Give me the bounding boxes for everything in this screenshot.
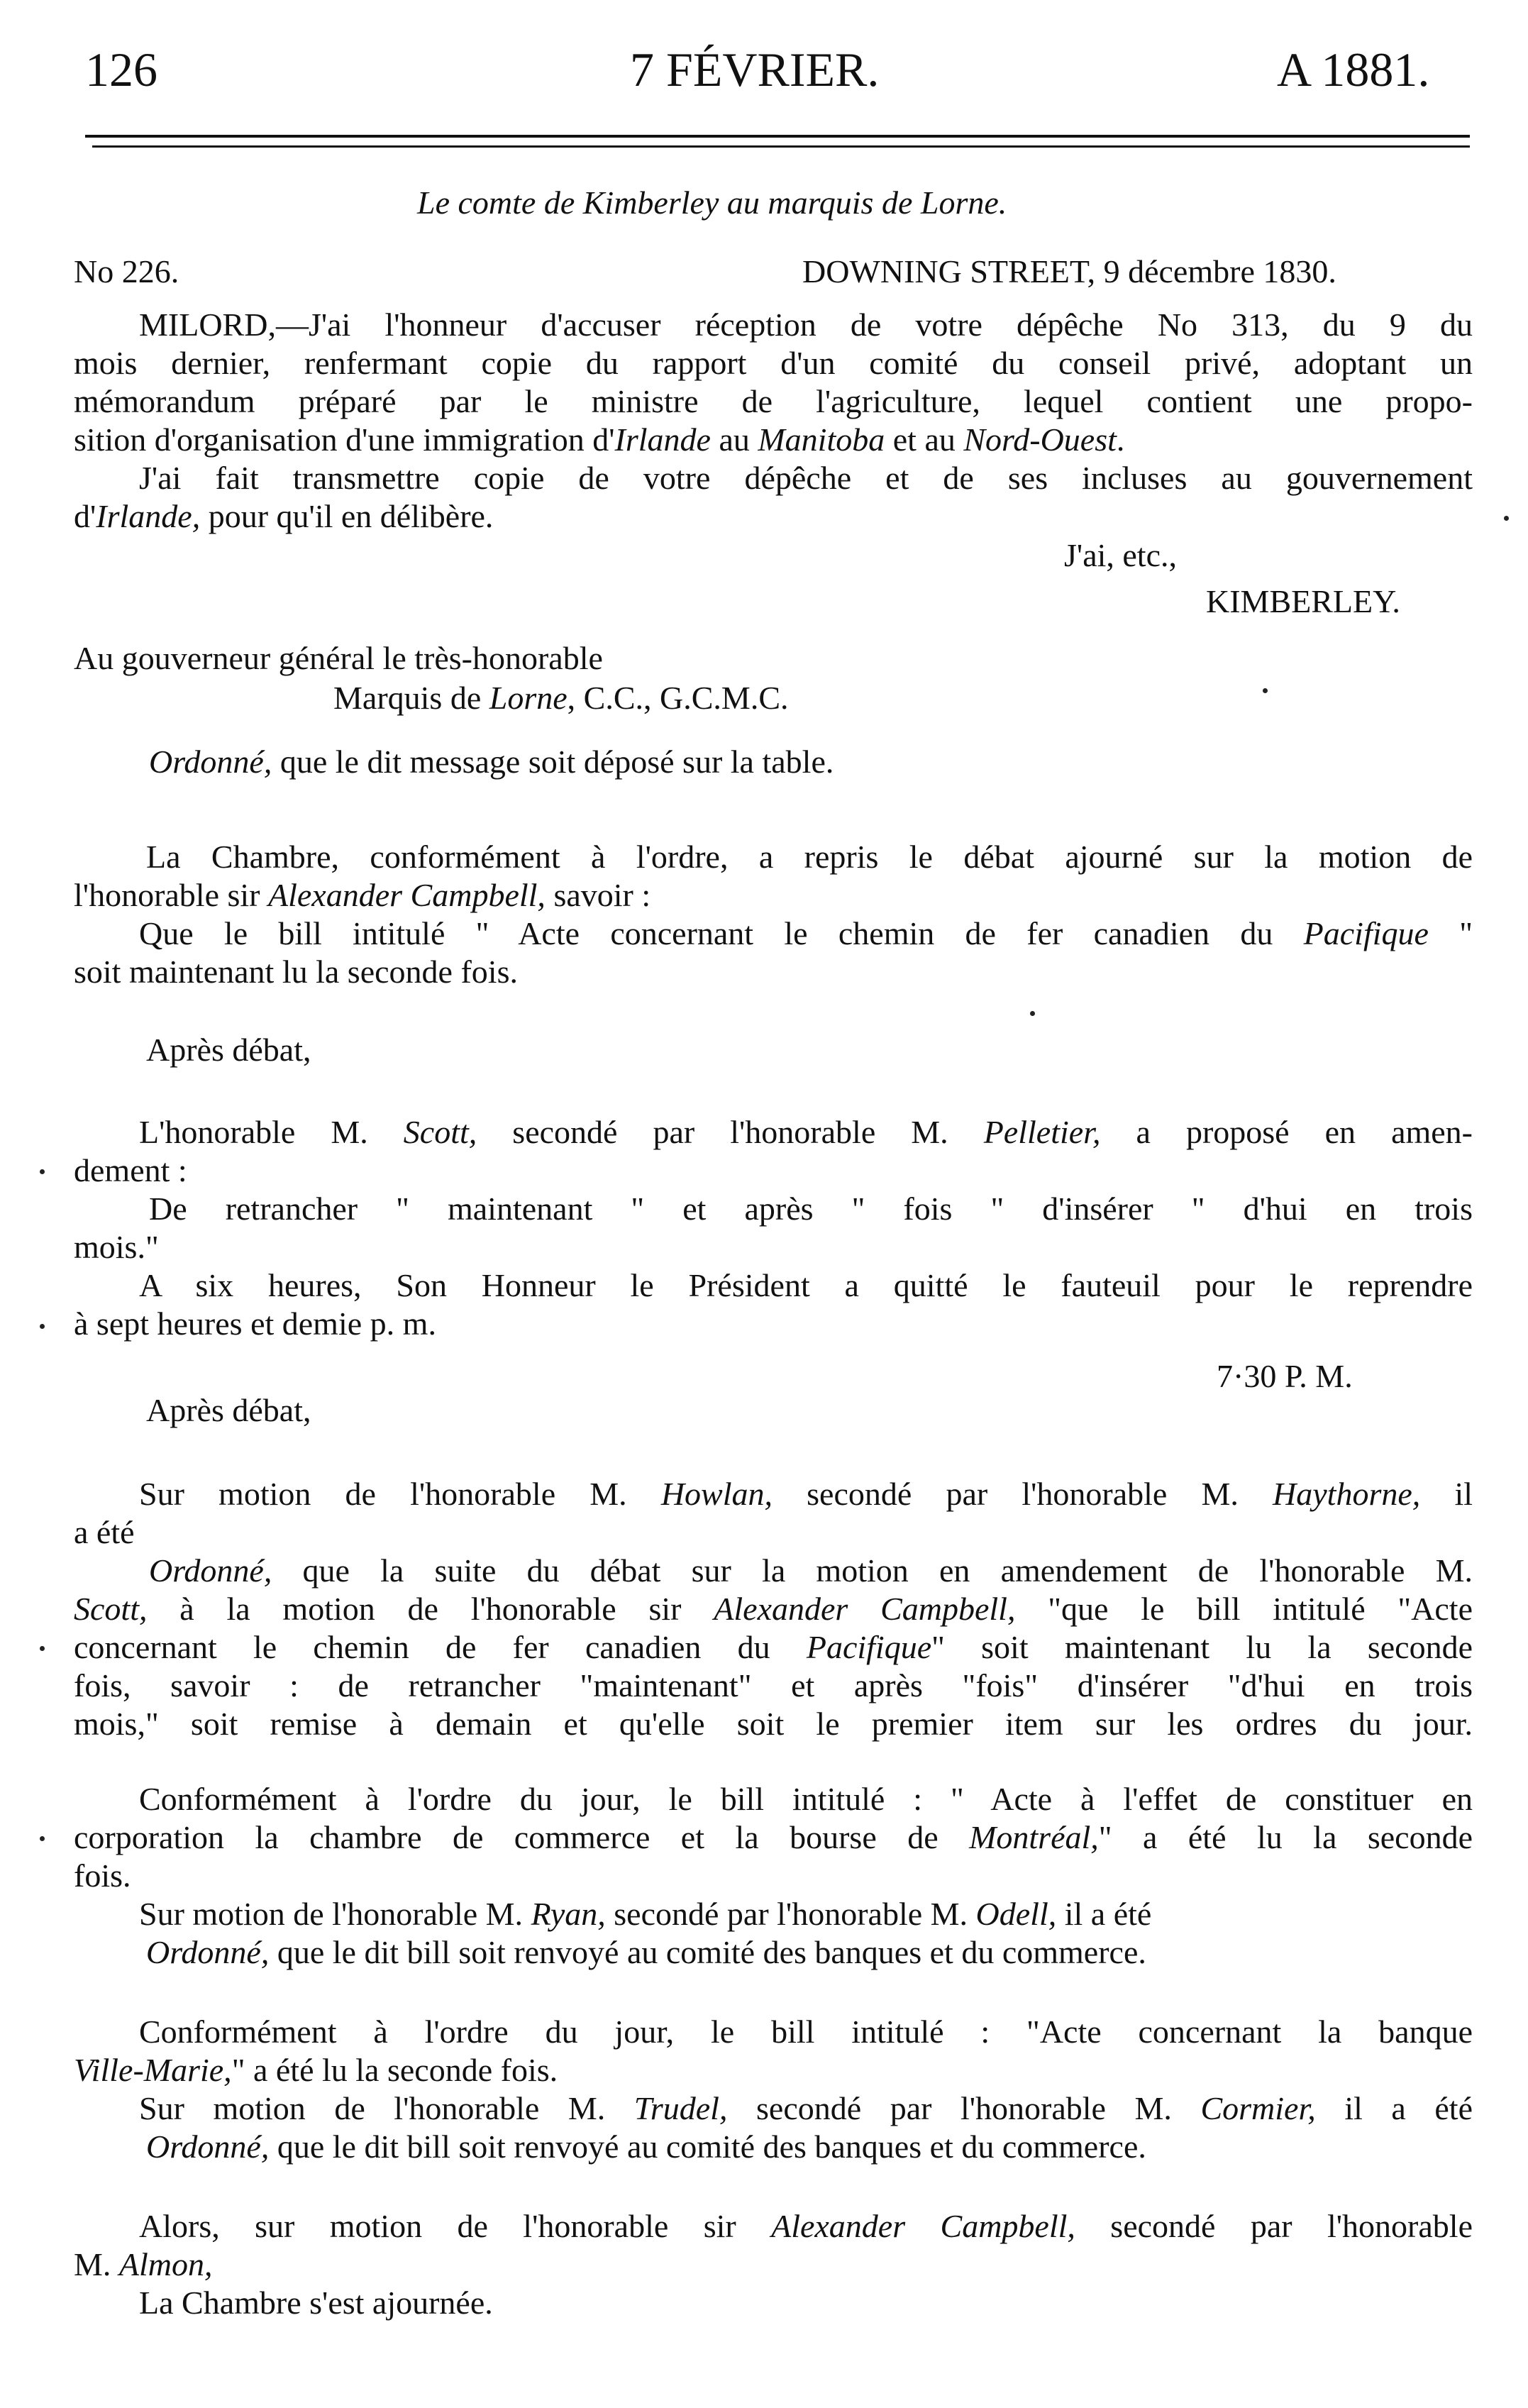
name-scott: Scott,: [403, 1114, 477, 1150]
place-irlande: Irlande: [614, 421, 711, 458]
montreal-l2b: " a été lu la seconde: [1098, 1819, 1473, 1855]
amendment-line5: A six heures, Son Honneur le Président a quitté le fauteuil pour le reprendre: [139, 1267, 1473, 1303]
letter-p2-l2b: pour qu'il en délibère.: [200, 498, 494, 534]
ordonne-label-3: Ordonné,: [146, 1934, 270, 1970]
adjourn-l1a: Alors, sur motion de l'honorable sir: [139, 2208, 772, 2244]
amendment-l1c: a proposé en amen-: [1100, 1114, 1473, 1150]
debate-line4: soit maintenant lu la seconde fois.: [74, 954, 518, 990]
order-message-tabled: [149, 742, 834, 782]
scan-speck: [40, 1836, 45, 1841]
ordonne-label: Ordonné,: [149, 744, 272, 780]
header-rule-top: [85, 135, 1470, 138]
montreal-line5: [146, 1933, 1146, 1972]
letter-date: 9 décembre 1830.: [1103, 253, 1336, 289]
letter-signature: KIMBERLEY.: [1206, 583, 1400, 619]
montreal-l4b: secondé par l'honorable M.: [605, 1896, 976, 1932]
letter-p2-l2a: d': [74, 498, 96, 534]
debate-l3a: Que le bill intitulé " Acte concernant le chemin de fer canadien du: [139, 915, 1304, 951]
scan-speck: [40, 1646, 45, 1651]
order1-text: que le dit message soit déposé sur la table.: [272, 744, 834, 780]
letter-p1-l4a: sition d'organisation d'une immigration d': [74, 421, 615, 458]
debate-l2a: l'honorable sir: [74, 877, 269, 913]
name-campbell: Alexander Campbell,: [268, 877, 546, 913]
name-lorne: Lorne: [489, 680, 568, 716]
amendment-line4: mois.": [74, 1229, 159, 1265]
adjourn-line1: [139, 2207, 1473, 2246]
howlan-l5a: concernant le chemin de fer canadien du: [74, 1629, 807, 1665]
addressee-line2: [333, 678, 789, 718]
name-almon: Almon,: [118, 2246, 213, 2282]
howlan-l1b: secondé par l'honorable M.: [773, 1476, 1273, 1512]
amendment-line6: à sept heures et demie p. m.: [74, 1305, 436, 1342]
montreal-l4c: il a été: [1056, 1896, 1152, 1932]
howlan-line7: mois," soit remise à demain et qu'elle soit le premier item sur les ordres du jour.: [74, 1706, 1473, 1742]
letter-title: Le comte de Kimberley au marquis de Lorne.: [417, 184, 1007, 221]
montreal-line2: [74, 1818, 1473, 1857]
letter-p1-l4c: et au: [885, 421, 964, 458]
name-pacifique-2: Pacifique: [806, 1629, 932, 1665]
howlan-line1: [139, 1474, 1473, 1514]
amendment-l1a: L'honorable M.: [139, 1114, 404, 1150]
howlan-line5: [74, 1628, 1473, 1667]
adjourn-l2a: M.: [74, 2246, 119, 2282]
adjourn-line3: La Chambre s'est ajournée.: [139, 2285, 493, 2321]
villemarie-line1: Conformément à l'ordre du jour, le bill intitulé : "Acte concernant la banque: [139, 2014, 1473, 2050]
addressee-line1: Au gouverneur général le très-honorable: [74, 640, 603, 676]
adjourn-l1b: secondé par l'honorable: [1075, 2208, 1473, 2244]
montreal-line1: Conformément à l'ordre du jour, le bill intitulé : " Acte à l'effet de constituer en: [139, 1781, 1473, 1817]
letter-place-date: [802, 252, 1336, 292]
debate-line2: [74, 876, 650, 915]
name-howlan: Howlan,: [660, 1476, 773, 1512]
letter-salutation: MILORD,: [139, 306, 276, 343]
villemarie-line3: [139, 2089, 1473, 2128]
apres-debat-1: Après débat,: [146, 1032, 311, 1068]
howlan-line2: a été: [74, 1514, 135, 1550]
name-ryan: Ryan,: [531, 1896, 606, 1932]
header-rule-bottom: [92, 145, 1470, 148]
howlan-l5b: " soit maintenant lu la seconde: [931, 1629, 1473, 1665]
name-haythorne: Haythorne,: [1273, 1476, 1421, 1512]
letter-p2-line1: J'ai fait transmettre copie de votre dépêche et de ses incluses au gouvernement: [139, 460, 1473, 496]
letter-p2-line2: [74, 497, 493, 536]
villemarie-line4: [146, 2127, 1146, 2167]
scan-speck: [40, 1169, 45, 1174]
name-pacifique: Pacifique: [1303, 915, 1429, 951]
page-number: 126: [85, 43, 157, 96]
debate-l3b: ": [1428, 915, 1473, 951]
apres-debat-2: Après débat,: [146, 1392, 311, 1428]
letter-closing: J'ai, etc.,: [1064, 537, 1178, 573]
montreal-l5b: que le dit bill soit renvoyé au comité des banques et du commerce.: [269, 1934, 1146, 1970]
howlan-l1a: Sur motion de l'honorable M.: [139, 1476, 661, 1512]
amendment-line2: dement :: [74, 1152, 187, 1188]
villemarie-l3a: Sur motion de l'honorable M.: [139, 2090, 634, 2126]
place-irlande-2: Irlande,: [96, 498, 201, 534]
howlan-l3b: que la suite du débat sur la motion en amendement de l'honorable M.: [272, 1552, 1473, 1589]
place-nord-ouest: Nord-Ouest: [963, 421, 1117, 458]
ordonne-label-4: Ordonné,: [146, 2128, 270, 2165]
letter-p1-line1: [139, 305, 1473, 345]
letter-p1-l4d: .: [1116, 421, 1125, 458]
name-cormier: Cormier,: [1200, 2090, 1316, 2126]
name-odell: Odell,: [975, 1896, 1057, 1932]
villemarie-l3c: il a été: [1315, 2090, 1473, 2126]
addressee-l2a: Marquis de: [333, 680, 489, 716]
villemarie-l2b: " a été lu la seconde fois.: [231, 2052, 558, 2088]
name-scott-2: Scott,: [74, 1591, 148, 1627]
page-date: 7 FÉVRIER.: [630, 43, 880, 96]
name-campbell-3: Alexander Campbell,: [771, 2208, 1075, 2244]
debate-line1: La Chambre, conformément à l'ordre, a repris le débat ajourné sur la motion de: [146, 839, 1473, 875]
amendment-l1b: secondé par l'honorable M.: [477, 1114, 984, 1150]
letter-p1-line3: mémorandum préparé par le ministre de l'agriculture, lequel contient une propo-: [74, 383, 1473, 419]
name-trudel: Trudel,: [633, 2090, 728, 2126]
montreal-line4: [139, 1894, 1151, 1934]
villemarie-l3b: secondé par l'honorable M.: [727, 2090, 1201, 2126]
villemarie-line2: [74, 2050, 558, 2090]
name-ville-marie: Ville-Marie,: [74, 2052, 232, 2088]
howlan-line6: fois, savoir : de retrancher "maintenant" et après "fois" d'insérer "d'hui en trois: [74, 1667, 1473, 1703]
place-manitoba: Manitoba: [758, 421, 885, 458]
scan-speck: [1263, 688, 1268, 693]
letter-number: No 226.: [74, 253, 179, 289]
montreal-l4a: Sur motion de l'honorable M.: [139, 1896, 531, 1932]
howlan-l4b: "que le bill intitulé "Acte: [1015, 1591, 1473, 1627]
howlan-l1c: il: [1420, 1476, 1473, 1512]
addressee-l2b: , C.C., G.C.M.C.: [567, 680, 789, 716]
place-montreal: Montréal,: [969, 1819, 1099, 1855]
letter-p1-line4: [74, 420, 1124, 460]
villemarie-l4b: que le dit bill soit renvoyé au comité des banques et du commerce.: [269, 2128, 1146, 2165]
scan-speck: [40, 1324, 45, 1329]
montreal-line3: fois.: [74, 1857, 131, 1894]
letter-place: DOWNING STREET,: [802, 253, 1096, 289]
debate-line3: [139, 914, 1473, 954]
name-campbell-2: Alexander Campbell,: [714, 1591, 1016, 1627]
letter-p1-line2: mois dernier, renfermant copie du rapport d'un comité du conseil privé, adoptant un: [74, 345, 1473, 381]
ordonne-label-2: Ordonné,: [149, 1552, 272, 1589]
montreal-l2a: corporation la chambre de commerce et la bourse de: [74, 1819, 970, 1855]
name-pelletier: Pelletier,: [983, 1114, 1101, 1150]
amendment-line3: De retrancher " maintenant " et après " fois " d'insérer " d'hui en trois: [149, 1191, 1473, 1227]
scan-speck: [1504, 516, 1509, 521]
letter-p1-text1: —J'ai l'honneur d'accuser réception de votre dépêche No 313, du 9 du: [275, 306, 1473, 343]
session-time: 7·30 P. M.: [1217, 1358, 1353, 1394]
page-year: A 1881.: [1277, 43, 1430, 96]
debate-l2b: savoir :: [545, 877, 651, 913]
howlan-line3: [149, 1551, 1473, 1591]
amendment-line1: [139, 1112, 1473, 1152]
howlan-line4: [74, 1589, 1473, 1629]
howlan-l4a: à la motion de l'honorable sir: [147, 1591, 714, 1627]
adjourn-line2: [74, 2245, 213, 2285]
scan-speck: [1030, 1011, 1035, 1016]
letter-p1-l4b: au: [710, 421, 758, 458]
